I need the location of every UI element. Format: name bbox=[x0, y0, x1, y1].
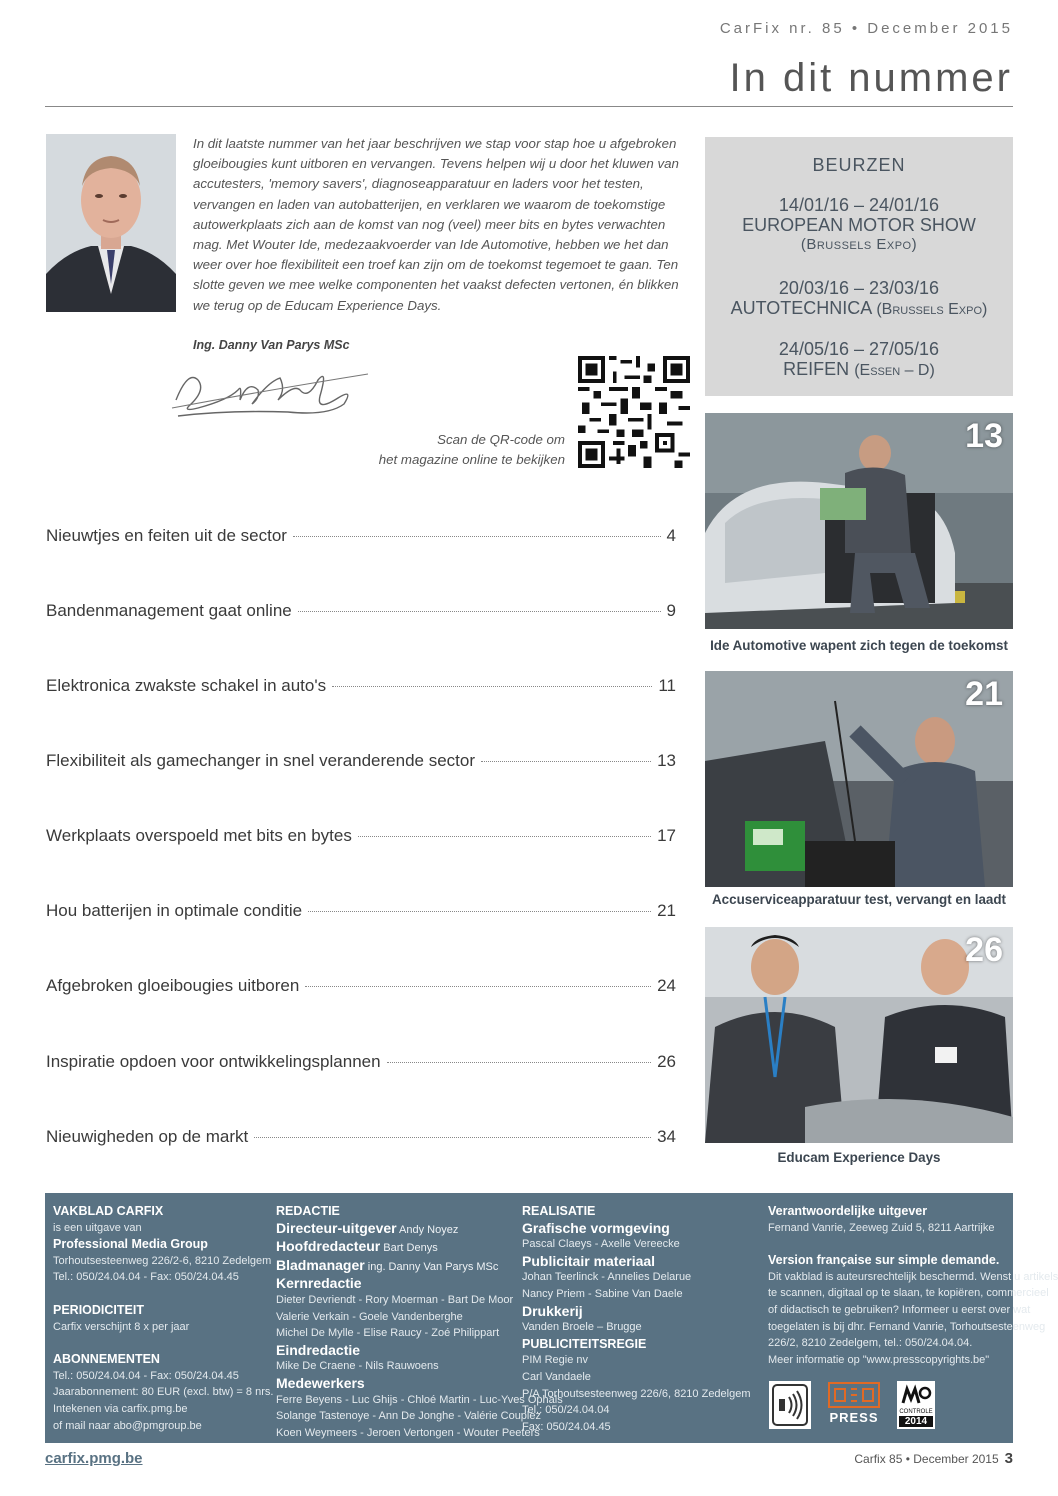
colophon-heading: PUBLICITEITSREGIE bbox=[522, 1336, 647, 1351]
colophon-heading: Drukkerij bbox=[522, 1302, 583, 1319]
cim-year: 2014 bbox=[899, 1416, 933, 1427]
toc-leader-dots bbox=[387, 1062, 652, 1063]
colophon-role-label: Directeur-uitgever bbox=[276, 1219, 397, 1236]
colophon-text: Carfix verschijnt 8 x per jaar bbox=[53, 1320, 190, 1333]
issue-line: CarFix nr. 85 • December 2015 bbox=[719, 20, 1013, 37]
colophon-text: P/A Torhoutsesteenweg 226/6, 8210 Zedelgem bbox=[522, 1387, 751, 1400]
colophon-text: of mail naar abo@pmgroup.be bbox=[53, 1419, 202, 1432]
colophon-heading: Kernredactie bbox=[276, 1275, 362, 1292]
b2b-press-label: PRESS bbox=[829, 1410, 879, 1425]
event-dates: 20/03/16 – 23/03/16 bbox=[778, 278, 940, 298]
event-name: EUROPEAN MOTOR SHOW bbox=[742, 215, 976, 235]
toc-item-title: Werkplaats overspoeld met bits en bytes bbox=[46, 826, 352, 845]
colophon-text: Fax: 050/24.04.45 bbox=[522, 1420, 611, 1433]
trade-fair-event bbox=[705, 195, 1013, 255]
toc-item[interactable] bbox=[46, 1052, 676, 1082]
colophon-text: Dit vakblad is auteursrechtelijk beschermd. Wenst u artikels bbox=[768, 1270, 1058, 1283]
signature-image bbox=[168, 360, 378, 430]
event-name: REIFEN bbox=[783, 359, 850, 379]
toc-item-page: 4 bbox=[666, 526, 676, 545]
intro-text: In dit laatste nummer van het jaar beschrijven we stap voor stap hoe u afgebroken gloeibougies kunt uitboren en vervangen. Tevens helpen wij u door het kluwen van accutesters, 'memory savers', diagnoseapparatuur en laders voor het testen, vervangen en laden van autobatterijen, en verklaren we waarom de toekomstige autowerkplaats zich aan de komst van nog (veel) meer bits en bytes verwachten mag. Met Wouter Ide, medezaakvoerder van Ide Automotive, hebben we het dan weer over hoe flexibiliteit een troef kan zijn om de toekomst tegemoet te gaan. Ten slotte geven we mee welke componenten het vaakst defecten vertonen, én blikken we terug op de Educam Experience Days. bbox=[193, 136, 679, 313]
toc-leader-dots bbox=[358, 836, 651, 837]
colophon-role-row bbox=[276, 1257, 563, 1276]
toc-item[interactable] bbox=[46, 676, 676, 706]
colophon-text: PIM Regie nv bbox=[522, 1354, 589, 1367]
event-dates: 14/01/16 – 24/01/16 bbox=[778, 195, 940, 215]
toc-item-page: 13 bbox=[657, 751, 676, 770]
page-footer-issue bbox=[854, 1450, 1013, 1467]
colophon-text: 226/2, 8210 Zedelgem, tel.: 050/24.04.04. bbox=[768, 1337, 973, 1350]
toc-item-title: Afgebroken gloeibougies uitboren bbox=[46, 976, 300, 995]
colophon-col-production bbox=[522, 1203, 751, 1435]
colophon-heading: REALISATIE bbox=[522, 1204, 596, 1218]
colophon-text: Intekenen via carfix.pmg.be bbox=[53, 1402, 188, 1415]
toc-leader-dots bbox=[305, 986, 651, 987]
colophon-heading: Grafische vormgeving bbox=[522, 1219, 670, 1236]
feature-photo-educam[interactable] bbox=[705, 927, 1013, 1143]
colophon-heading: Verantwoordelijke uitgever bbox=[768, 1204, 928, 1218]
feature-number: 13 bbox=[965, 417, 1003, 455]
toc-item-page: 26 bbox=[657, 1052, 676, 1071]
colophon-text: Carl Vandaele bbox=[522, 1370, 591, 1383]
footer-issue-text: Carfix 85 • December 2015 bbox=[854, 1452, 999, 1466]
toc-item[interactable] bbox=[46, 901, 676, 931]
toc-item-page: 11 bbox=[658, 676, 676, 695]
colophon-text: Tel.: 050/24.04.04 - Fax: 050/24.04.45 bbox=[53, 1271, 239, 1284]
toc-item-page: 24 bbox=[657, 976, 676, 995]
colophon-text: Vanden Broele – Brugge bbox=[522, 1321, 642, 1334]
toc-leader-dots bbox=[293, 536, 661, 537]
colophon-text: Fernand Vanrie, Zeeweg Zuid 5, 8211 Aartrijke bbox=[768, 1221, 995, 1234]
toc-item[interactable] bbox=[46, 826, 676, 856]
colophon-text: Johan Teerlinck - Annelies Delarue bbox=[522, 1271, 692, 1284]
toc-item-title: Nieuwtjes en feiten uit de sector bbox=[46, 526, 287, 545]
website-link[interactable]: carfix.pmg.be bbox=[45, 1450, 143, 1467]
colophon-role-value: Andy Noyez bbox=[399, 1223, 459, 1236]
colophon-text: Michel De Mylle - Elise Raucy - Zoé Philippart bbox=[276, 1327, 500, 1340]
cim-controle-logo bbox=[897, 1381, 935, 1429]
event-name: AUTOTECHNICA bbox=[730, 298, 872, 318]
editor-portrait bbox=[46, 134, 176, 312]
toc-item-page: 17 bbox=[657, 826, 676, 845]
page-number: 3 bbox=[1004, 1450, 1013, 1467]
colophon-text: Tel.: 050/24.04.04 bbox=[522, 1404, 610, 1417]
event-venue: (Brussels Expo) bbox=[800, 236, 918, 253]
colophon-heading: Professional Media Group bbox=[53, 1237, 208, 1252]
feature-caption[interactable]: Educam Experience Days bbox=[777, 1150, 941, 1165]
toc-item[interactable] bbox=[46, 751, 676, 781]
toc-item-title: Nieuwigheden op de markt bbox=[46, 1127, 249, 1146]
qr-caption-line-2: het magazine online te bekijken bbox=[378, 452, 565, 467]
title-divider bbox=[45, 106, 1013, 107]
colophon-role-label: Bladmanager bbox=[276, 1256, 365, 1273]
feature-photo-garage[interactable] bbox=[705, 413, 1013, 629]
colophon-heading: Version française sur simple demande. bbox=[768, 1253, 1000, 1268]
toc-item-page: 9 bbox=[666, 601, 676, 620]
colophon-text: Jaarabonnement: 80 EUR (excl. btw) = 8 nrs. bbox=[53, 1386, 274, 1399]
copyright-logo-icon bbox=[769, 1381, 811, 1429]
colophon-text: Torhoutsesteenweg 226/2-6, 8210 Zedelgem bbox=[53, 1254, 272, 1267]
qr-caption-line-1: Scan de QR-code om bbox=[437, 432, 565, 447]
toc-leader-dots bbox=[481, 761, 651, 762]
toc-leader-dots bbox=[332, 686, 652, 687]
toc-item-title: Inspiratie opdoen voor ontwikkelingsplannen bbox=[46, 1052, 381, 1071]
qr-code[interactable] bbox=[578, 356, 690, 468]
trade-fairs-box bbox=[705, 137, 1013, 396]
qr-caption bbox=[330, 430, 565, 470]
colophon-text: Tel.: 050/24.04.04 - Fax: 050/24.04.45 bbox=[53, 1369, 239, 1382]
colophon-heading: VAKBLAD CARFIX bbox=[53, 1204, 164, 1218]
colophon-heading: REDACTIE bbox=[276, 1204, 340, 1218]
toc-leader-dots bbox=[308, 911, 651, 912]
page-title: In dit nummer bbox=[729, 56, 1013, 100]
colophon-text: of didactisch te gebruiken? Informeer u eerst over wat bbox=[768, 1303, 1031, 1316]
colophon-heading: ABONNEMENTEN bbox=[53, 1352, 160, 1367]
toc-item-title: Elektronica zwakste schakel in auto's bbox=[46, 676, 327, 695]
toc-item-title: Hou batterijen in optimale conditie bbox=[46, 901, 303, 920]
toc-item[interactable] bbox=[46, 976, 676, 1006]
feature-photo-battery[interactable] bbox=[705, 671, 1013, 887]
colophon-role-row bbox=[276, 1238, 563, 1257]
feature-caption[interactable]: Ide Automotive wapent zich tegen de toekomst bbox=[710, 638, 1008, 653]
colophon-heading: Medewerkers bbox=[276, 1374, 365, 1391]
spacer bbox=[768, 1236, 1058, 1252]
toc-item[interactable] bbox=[46, 526, 676, 556]
colophon-text: is een uitgave van bbox=[53, 1221, 142, 1234]
colophon-text: Koen Weymeers - Jeroen Vertongen - Wouter Peeters bbox=[276, 1426, 540, 1439]
toc-item-page: 21 bbox=[657, 901, 676, 920]
feature-caption[interactable]: Accuserviceapparatuur test, vervangt en laadt bbox=[712, 892, 1006, 907]
editor-name: Ing. Danny Van Parys MSc bbox=[193, 338, 350, 352]
colophon-heading: PERIODICITEIT bbox=[53, 1302, 144, 1317]
trade-fairs-title: BEURZEN bbox=[812, 155, 906, 175]
colophon-text: Valerie Verkain - Goele Vandenberghe bbox=[276, 1310, 463, 1323]
feature-number: 21 bbox=[965, 675, 1003, 713]
colophon-text: toegelaten is bij dhr. Fernand Vanrie, Torhoutsesteenweg bbox=[768, 1320, 1046, 1333]
colophon-text: Pascal Claeys - Axelle Vereecke bbox=[522, 1238, 680, 1251]
cim-label: CONTROLE bbox=[899, 1409, 933, 1415]
colophon-col-legal bbox=[768, 1203, 1058, 1368]
b2b-press-logo bbox=[825, 1381, 883, 1429]
colophon-heading: Publicitair materiaal bbox=[522, 1252, 656, 1269]
colophon-heading: Eindredactie bbox=[276, 1341, 361, 1358]
trade-fair-event bbox=[705, 339, 1013, 381]
toc-leader-dots bbox=[254, 1137, 651, 1138]
colophon-role-label: Hoofdredacteur bbox=[276, 1238, 381, 1255]
toc-item-title: Flexibiliteit als gamechanger in snel veranderende sector bbox=[46, 751, 476, 770]
event-venue: (Essen – D) bbox=[854, 362, 935, 379]
colophon-text: Dieter Devriendt - Rory Moerman - Bart De Moor bbox=[276, 1293, 514, 1306]
colophon-col-editorial bbox=[276, 1203, 563, 1441]
colophon-text: Nancy Priem - Sabine Van Daele bbox=[522, 1287, 683, 1300]
colophon-role-row bbox=[276, 1220, 563, 1239]
certification-logos bbox=[769, 1381, 1009, 1431]
event-venue: (Brussels Expo) bbox=[876, 301, 988, 318]
toc-item-page: 34 bbox=[657, 1127, 676, 1146]
colophon bbox=[45, 1193, 1058, 1443]
colophon-role-value: ing. Danny Van Parys MSc bbox=[367, 1260, 499, 1273]
colophon-text: te scannen, digitaal op te slaan, te kopiëren, commercieel bbox=[768, 1287, 1049, 1300]
feature-number: 26 bbox=[965, 931, 1003, 969]
spacer bbox=[53, 1286, 273, 1302]
colophon-text: Ferre Beyens - Luc Ghijs - Chloé Martin - Luc-Yves Ophals bbox=[276, 1393, 563, 1406]
colophon-text: Solange Tastenoye - Ann De Jonghe - Valérie Couplez bbox=[276, 1410, 541, 1423]
toc-item-title: Bandenmanagement gaat online bbox=[46, 601, 292, 620]
toc-leader-dots bbox=[298, 611, 661, 612]
toc-item[interactable] bbox=[46, 601, 676, 631]
colophon-text: Mike De Craene - Nils Rauwoens bbox=[276, 1360, 439, 1373]
colophon-role-value: Bart Denys bbox=[383, 1242, 438, 1255]
trade-fair-event bbox=[705, 278, 1013, 320]
colophon-col-publisher bbox=[53, 1203, 273, 1434]
event-dates: 24/05/16 – 27/05/16 bbox=[778, 339, 940, 359]
spacer bbox=[53, 1335, 273, 1351]
toc-item[interactable] bbox=[46, 1127, 676, 1157]
colophon-text: Meer informatie op "www.presscopyrights.be" bbox=[768, 1353, 990, 1366]
